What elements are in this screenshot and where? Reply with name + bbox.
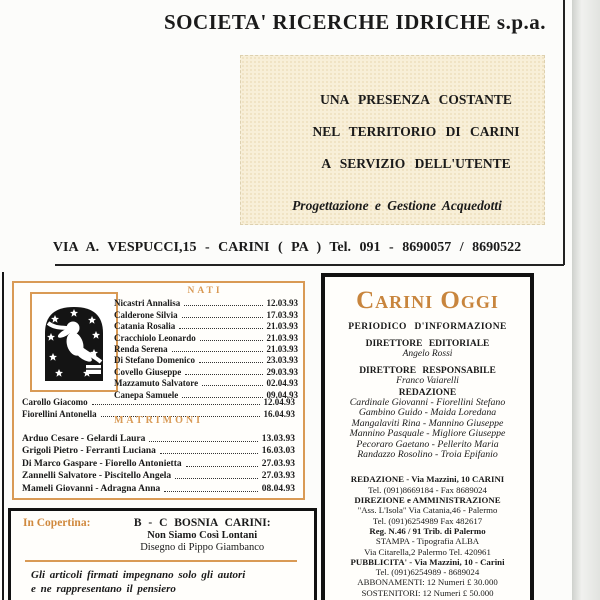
copertina-title: B - C BOSNIA CARINI:: [133, 517, 271, 529]
couple-names: Grigoli Pietro - Ferranti Luciana: [22, 446, 156, 457]
masthead-info-line: "Ass. L'Isola" Via Catania,46 - Palermo: [357, 505, 498, 516]
role-label-responsabile: DIRETTORE RESPONSABILE: [359, 366, 496, 376]
person-name: Di Stefano Domenico: [114, 355, 195, 366]
person-name: Renda Serena: [114, 343, 168, 354]
person-name: Carollo Giacomo: [22, 397, 88, 408]
disclaimer-note: [31, 569, 314, 596]
redazione-label: REDAZIONE: [398, 388, 457, 398]
masthead-info-line: Via Citarella,2 Palermo Tel. 420961: [364, 546, 491, 557]
matrimoni-heading: MATRIMONI: [113, 415, 204, 426]
dotted-leader: [172, 351, 263, 352]
redazione-member: Randazzo Rosolino - Troia Epifanio: [357, 449, 498, 461]
dotted-leader: [202, 385, 262, 386]
dotted-leader: [186, 466, 258, 467]
matrimoni-row: [22, 456, 295, 469]
paper-edge-line: [2, 272, 4, 600]
dotted-leader: [184, 305, 262, 306]
couple-names: Arduo Cesare - Gelardi Laura: [22, 433, 146, 444]
matrimoni-row: [22, 444, 295, 457]
masthead-info: [325, 474, 530, 598]
dotted-leader: [200, 340, 263, 341]
nati-row: [114, 297, 298, 308]
role-label-editorial: DIRETTORE EDITORIALE: [365, 339, 490, 349]
masthead-info-line: Reg. N.46 / 91 Trib. di Palermo: [369, 525, 486, 536]
ad-slogan-box: [240, 55, 545, 225]
masthead-info-line: SOSTENITORI: 12 Numeri £ 50.000: [361, 587, 494, 598]
cherub-logo-box: [30, 292, 118, 392]
nati-row: [22, 396, 295, 407]
matrimoni-row: [22, 469, 295, 482]
registry-box: [12, 281, 305, 500]
redazione-member: Mannino Pasquale - Migliore Giuseppe: [349, 428, 506, 440]
nati-row: [114, 365, 298, 376]
role-name-editorial: Angelo Rossi: [402, 349, 453, 359]
masthead-info-line: PUBBLICITA' - Via Mazzini, 10 - Carini: [350, 556, 505, 567]
cherub-stars-icon: [39, 299, 109, 385]
magazine-title: Carini Oggi: [356, 287, 499, 314]
matrimoni-row: [22, 481, 295, 494]
masthead-info-line: DIREZIONE e AMMINISTRAZIONE: [354, 495, 501, 506]
person-name: Calderone Silvia: [114, 309, 178, 320]
copertina-main: [90, 517, 314, 553]
couple-names: Mameli Giovanni - Adragna Anna: [22, 483, 161, 494]
dotted-leader: [182, 317, 263, 318]
wedding-date: 27.03.93: [261, 471, 295, 482]
nati-row: [114, 320, 298, 331]
person-name: Catania Rosalia: [114, 321, 176, 332]
nati-list: [114, 297, 298, 400]
dotted-leader: [92, 404, 260, 405]
dotted-leader: [179, 328, 262, 329]
matrimoni-list: [22, 431, 295, 494]
disclaimer-line: Gli articoli firmati impegnano solo gli autori: [31, 569, 246, 581]
nati-row: [114, 308, 298, 319]
birth-date: 16.04.93: [263, 408, 295, 419]
nati-heading: NATI: [187, 286, 223, 296]
dotted-leader: [149, 441, 257, 442]
birth-date: 09.04.93: [266, 389, 298, 400]
masthead-info-line: Tel. (091)6254989 - 8689024: [375, 567, 480, 578]
redazione-member: Mangalaviti Rina - Mannino Giuseppe: [351, 417, 504, 429]
nati-row: [114, 331, 298, 342]
masthead-info-line: ABBONAMENTI: 12 Numeri £ 30.000: [357, 577, 498, 588]
ad-address: VIA A. VESPUCCI,15 - CARINI ( PA ) Tel. 091 - 8690057 / 8690522: [52, 240, 522, 255]
wedding-date: 16.03.03: [261, 446, 295, 457]
couple-names: Zannelli Salvatore - Piscitello Angela: [22, 471, 172, 482]
ad-company-title: SOCIETA' RICERCHE IDRICHE s.p.a.: [163, 10, 547, 34]
ad-right-rule: [563, 0, 565, 265]
cover-credit-box: [8, 508, 317, 600]
orange-divider: [25, 560, 297, 562]
masthead-info-line: Tel. (091)8669184 - Fax 8689024: [368, 484, 487, 495]
birth-date: 12.03.93: [266, 298, 298, 309]
disclaimer-line: e ne rappresentano il pensiero: [31, 582, 176, 595]
dotted-leader: [160, 453, 258, 454]
copertina-credit: Disegno di Pippo Giambanco: [140, 542, 265, 553]
birth-date: 02.04.93: [266, 378, 298, 389]
birth-date: 21.03.93: [266, 332, 298, 343]
ad-slogan-line: UNA PRESENZA COSTANTE: [320, 92, 512, 107]
magazine-subtitle: PERIODICO D'INFORMAZIONE: [348, 322, 507, 332]
couple-names: Di Marco Gaspare - Fiorello Antonietta: [22, 458, 182, 469]
copertina-label: In Copertina:: [23, 517, 91, 529]
dotted-leader: [175, 478, 258, 479]
birth-date: 29.03.93: [266, 366, 298, 377]
ad-tagline: Progettazione e Gestione Acquedotti: [292, 198, 502, 213]
nati-row: [114, 377, 298, 388]
redazione-member: Gambino Guido - Maida Loredana: [358, 407, 497, 419]
wedding-date: 13.03.93: [261, 433, 295, 444]
person-name: Covello Giuseppe: [114, 366, 182, 377]
dotted-leader: [199, 362, 263, 363]
masthead-box: [321, 273, 534, 600]
birth-date: 17.03.93: [266, 309, 298, 320]
redazione-member: Cardinale Giovanni - Fiorellini Stefano: [349, 397, 506, 408]
birth-date: 12.04.93: [263, 397, 295, 408]
ad-slogan-line: A SERVIZIO DELL'UTENTE: [321, 156, 511, 171]
masthead-info-line: REDAZIONE - Via Mazzini, 10 CARINI: [350, 474, 505, 485]
birth-date: 23.03.93: [266, 355, 298, 366]
person-name: Canepa Samuele: [114, 389, 179, 400]
person-name: Cracchiolo Leonardo: [114, 332, 196, 343]
copertina-subtitle: Non Siamo Così Lontani: [147, 530, 258, 541]
nati-row: [114, 354, 298, 365]
birth-date: 21.03.93: [266, 343, 298, 354]
ad-slogan-lines: [293, 92, 539, 188]
wedding-date: 08.04.93: [261, 483, 295, 494]
matrimoni-row: [22, 431, 295, 444]
birth-date: 21.03.93: [266, 321, 298, 332]
nati-row: [114, 343, 298, 354]
redazione-members: [325, 398, 530, 460]
masthead-info-line: STAMPA - Tipografia ALBA: [375, 536, 480, 547]
dotted-leader: [164, 491, 257, 492]
dotted-leader: [185, 374, 262, 375]
person-name: Mazzamuto Salvatore: [114, 378, 199, 389]
ad-bottom-rule: [55, 264, 564, 266]
paper-edge-shadow: [572, 0, 600, 600]
person-name: Fiorellini Antonella: [22, 408, 97, 419]
masthead-info-line: Tel. (091)6254989 Fax 482617: [372, 515, 483, 526]
redazione-member: Pecoraro Gaetano - Pellerito Maria: [356, 438, 499, 450]
ad-slogan-line: NEL TERRITORIO DI CARINI: [312, 124, 520, 139]
wedding-date: 27.03.93: [261, 458, 295, 469]
person-name: Nicastri Annalisa: [114, 298, 181, 309]
role-name-responsabile: Franco Vaiarelli: [396, 376, 459, 386]
